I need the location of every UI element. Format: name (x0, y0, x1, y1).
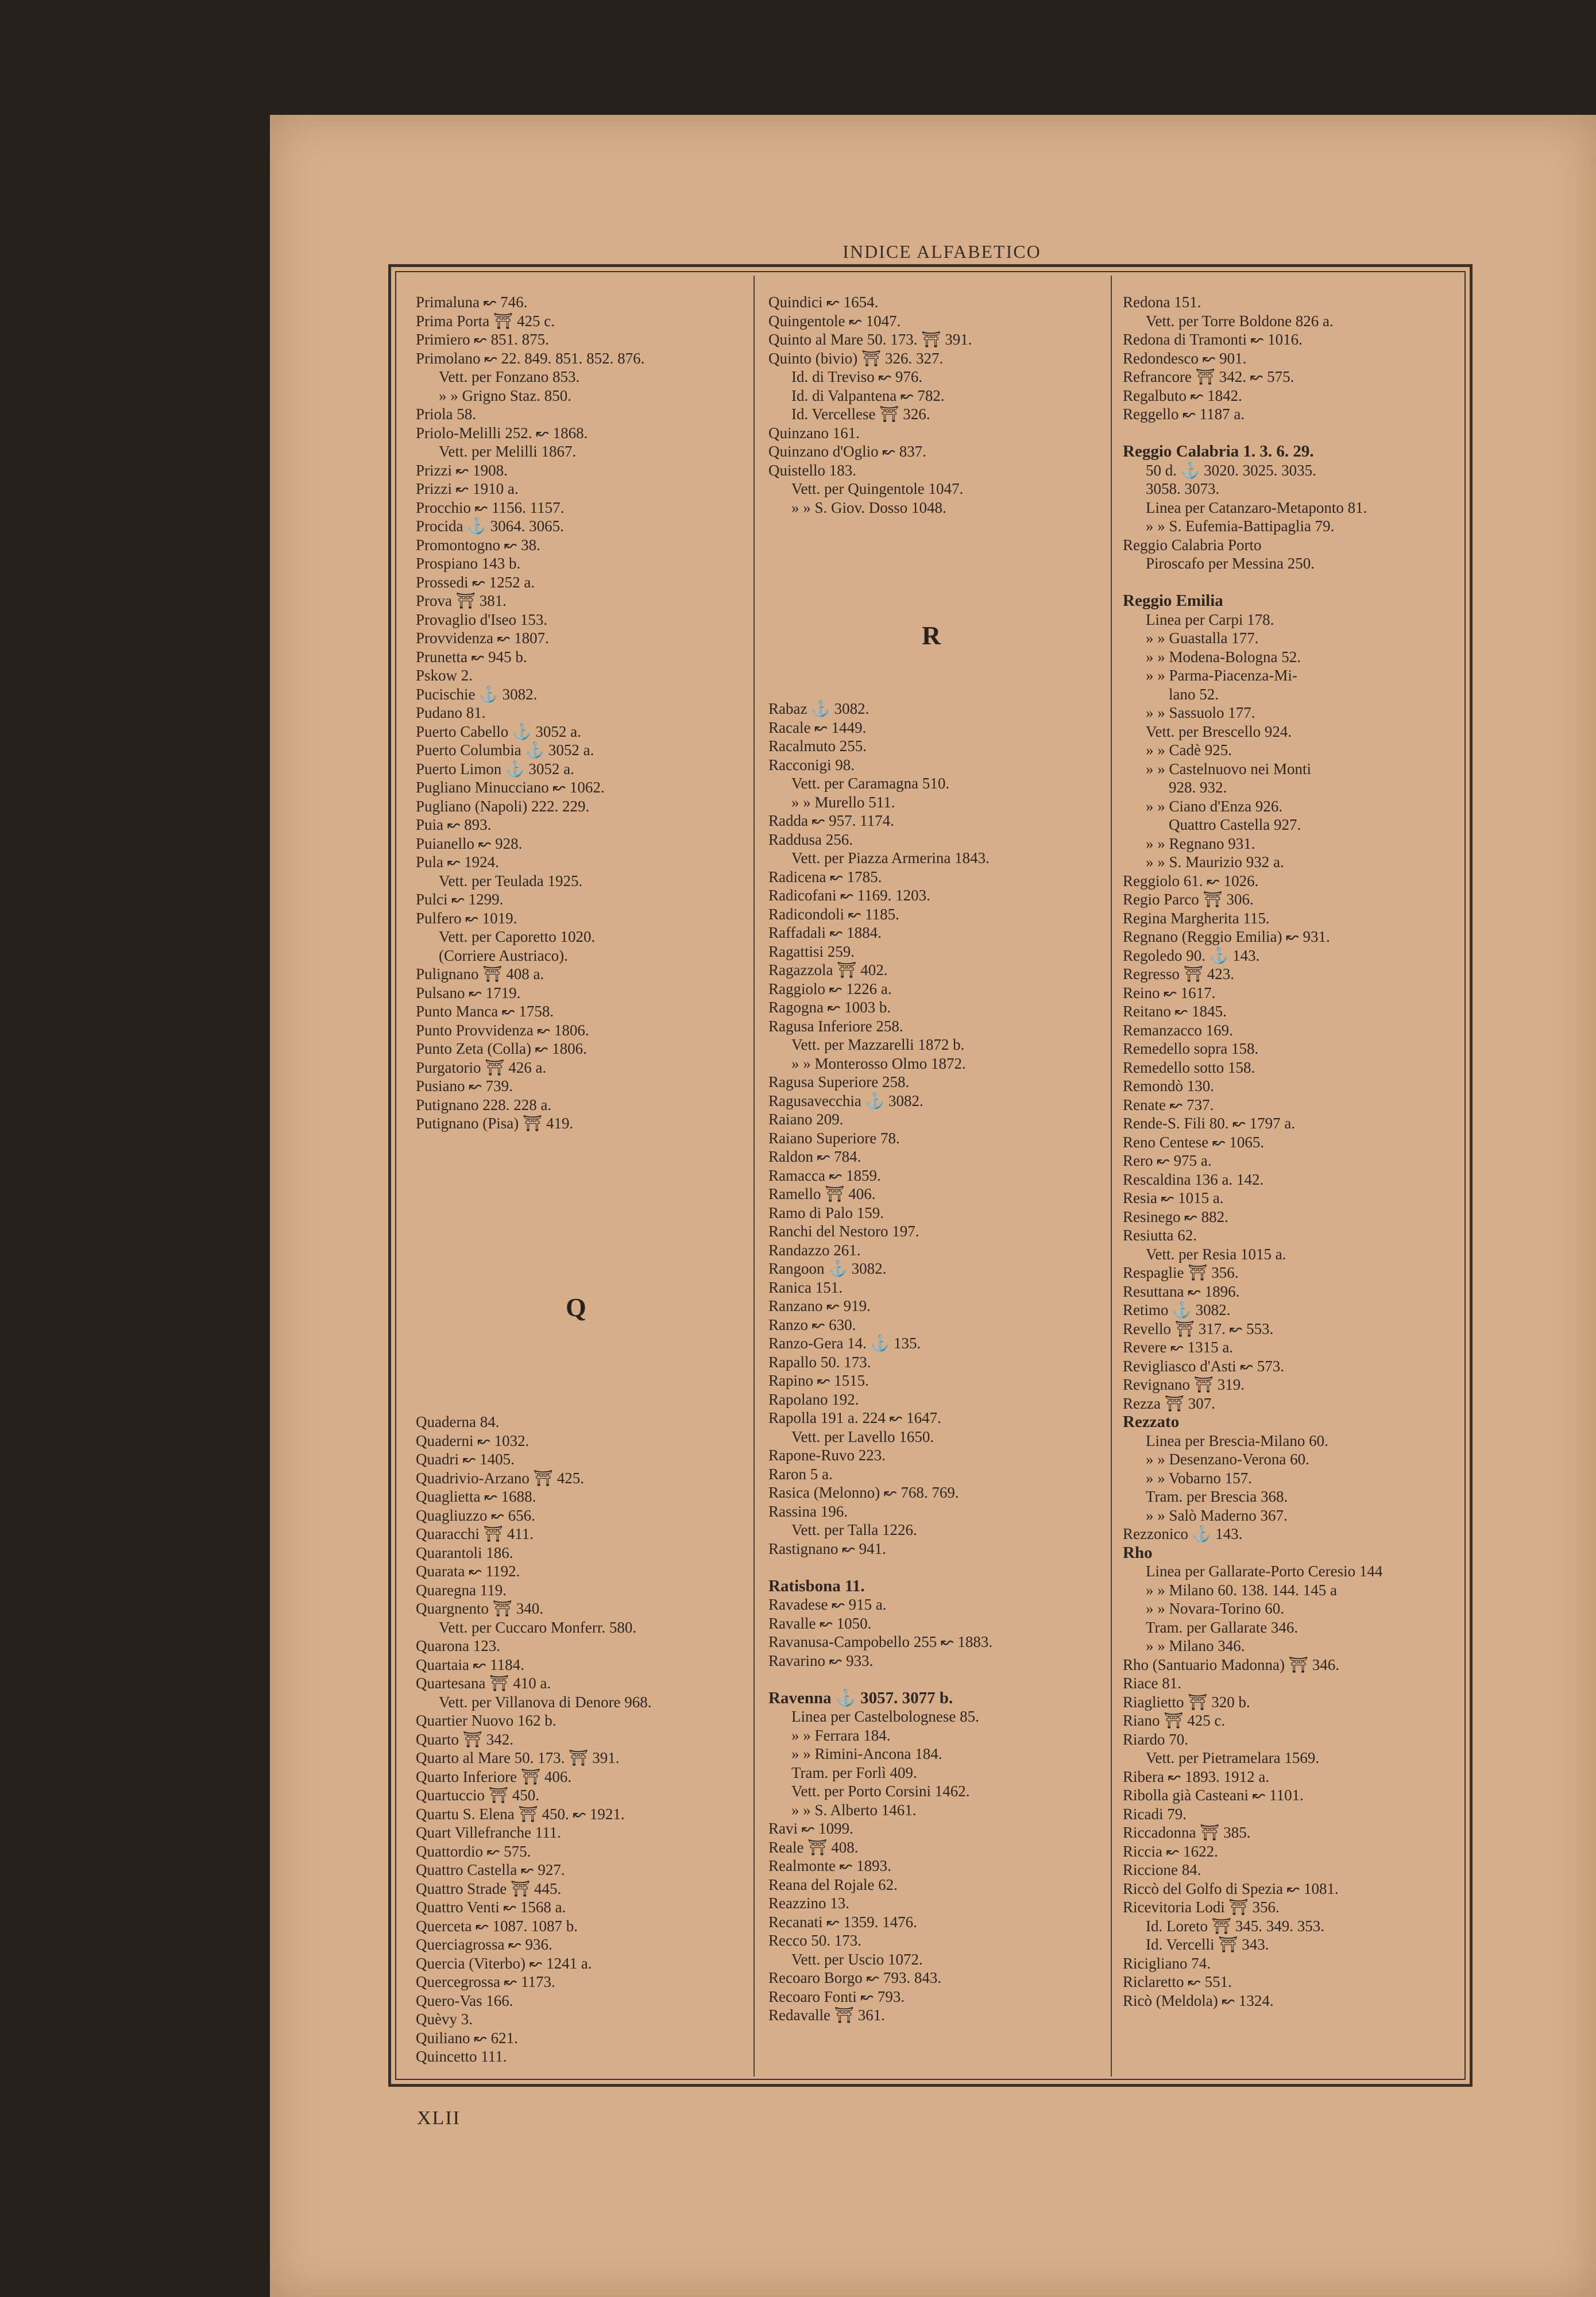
index-entry: » » Novara-Torino 60. (1146, 1600, 1285, 1617)
index-entry: Ramo di Palo 159. (768, 1204, 884, 1221)
index-entry: Pucischie ⚓ 3082. (416, 685, 538, 703)
index-entry: Ranica 151. (768, 1278, 843, 1296)
index-entry: Pula ↜ 1924. (416, 853, 499, 871)
index-entry: Quercia (Viterbo) ↜ 1241 a. (416, 1954, 592, 1972)
index-entry: Vett. per Caporetto 1020. (439, 928, 596, 945)
index-entry: Procida ⚓ 3064. 3065. (416, 517, 564, 535)
index-entry: Redona di Tramonti ↜ 1016. (1123, 331, 1303, 348)
index-entry: Quinzano d'Oglio ↜ 837. (768, 443, 926, 460)
index-entry: Rero ↜ 975 a. (1123, 1152, 1212, 1169)
index-entry: Quartesana ⛩ 410 a. (416, 1675, 551, 1692)
index-entry: Regina Margherita 115. (1123, 909, 1270, 927)
index-entry: Radicofani ↜ 1169. 1203. (768, 887, 930, 904)
index-entry: Raffadali ↜ 1884. (768, 924, 882, 941)
index-entry: Racale ↜ 1449. (768, 718, 867, 736)
index-entry: Querciagrossa ↜ 936. (416, 1936, 552, 1953)
index-entry: Retimo ⚓ 3082. (1123, 1301, 1231, 1318)
index-entry: 50 d. ⚓ 3020. 3025. 3035. (1146, 461, 1316, 479)
index-entry: Quaglietta ↜ 1688. (416, 1488, 536, 1505)
index-entry: Ravanusa-Campobello 255 ↜ 1883. (768, 1633, 993, 1650)
index-entry: Revigliasco d'Asti ↜ 573. (1123, 1357, 1284, 1375)
index-entry: Priola 58. (416, 405, 476, 423)
index-entry: Quinto (bivio) ⛩ 326. 327. (768, 349, 944, 367)
index-entry: Quart Villefranche 111. (416, 1824, 562, 1841)
index-entry: Rapolano 192. (768, 1390, 859, 1408)
index-entry: Linea per Catanzaro-Metaponto 81. (1146, 498, 1367, 516)
index-entry: Reggio Calabria 1. 3. 6. 29. (1123, 442, 1314, 461)
index-entry: Primiero ↜ 851. 875. (416, 331, 549, 348)
index-entry: Ramello ⛩ 406. (768, 1185, 876, 1202)
index-entry: Reino ↜ 1617. (1123, 984, 1216, 1001)
column-2-r-entries (768, 699, 1113, 2025)
index-entry: Rezzonico ⚓ 143. (1123, 1525, 1243, 1542)
index-entry: Redondesco ↜ 901. (1123, 349, 1247, 367)
index-entry: Radicondoli ↜ 1185. (768, 905, 899, 923)
index-entry: Riaglietto ⛩ 320 b. (1123, 1693, 1250, 1711)
index-entry: Id. Vercellese ⛩ 326. (791, 405, 930, 423)
index-entry: Puianello ↜ 928. (416, 834, 523, 852)
index-entry: Quadri ↜ 1405. (416, 1451, 515, 1468)
index-entry: Ragusavecchia ⚓ 3082. (768, 1092, 923, 1109)
index-entry: Id. Loreto ⛩ 345. 349. 353. (1146, 1917, 1324, 1935)
index-entry: Rassina 196. (768, 1502, 848, 1520)
index-entry: Reggio Emilia (1123, 591, 1223, 610)
index-entry: Regio Parco ⛩ 306. (1123, 891, 1254, 908)
index-entry: Pugliano (Napoli) 222. 229. (416, 797, 590, 815)
index-entry: Rabaz ⚓ 3082. (768, 700, 870, 717)
index-entry: Renate ↜ 737. (1123, 1096, 1214, 1113)
index-entry: Realmonte ↜ 1893. (768, 1857, 891, 1874)
index-entry: Ravalle ↜ 1050. (768, 1614, 872, 1632)
index-entry: Regresso ⛩ 423. (1123, 965, 1235, 983)
index-entry: Putignano (Pisa) ⛩ 419. (416, 1115, 574, 1132)
index-entry: Raiano Superiore 78. (768, 1129, 900, 1147)
index-entry: Rho (1123, 1543, 1153, 1562)
index-entry: Ribera ↜ 1893. 1912 a. (1123, 1768, 1270, 1785)
index-entry: Ravadese ↜ 915 a. (768, 1596, 887, 1613)
index-entry: » » S. Giov. Dosso 1048. (791, 498, 946, 516)
index-entry: 3058. 3073. (1146, 480, 1220, 497)
index-entry: » » Guastalla 177. (1146, 629, 1259, 647)
index-entry: Racalmuto 255. (768, 737, 867, 755)
index-entry: Pulci ↜ 1299. (416, 891, 504, 908)
index-entry: Racconigi 98. (768, 756, 855, 774)
index-entry: Reitano ↜ 1845. (1123, 1003, 1227, 1020)
index-entry: Procchio ↜ 1156. 1157. (416, 498, 565, 516)
index-entry: Puerto Limon ⚓ 3052 a. (416, 760, 574, 778)
index-entry: Quattro Castella ↜ 927. (416, 1861, 565, 1878)
index-entry: » » Parma-Piacenza-Mi- (1146, 667, 1297, 684)
index-entry: Vett. per Mazzarelli 1872 b. (791, 1036, 965, 1053)
index-entry: Vett. per Torre Boldone 826 a. (1146, 312, 1334, 330)
index-entry: Linea per Carpi 178. (1146, 610, 1274, 628)
index-entry: Rho (Santuario Madonna) ⛩ 346. (1123, 1656, 1339, 1673)
index-entry: Recoaro Fonti ↜ 793. (768, 1987, 905, 2005)
index-entry: Remedello sotto 158. (1123, 1058, 1255, 1076)
index-entry: Quadrivio-Arzano ⛩ 425. (416, 1469, 584, 1487)
index-entry: Querceta ↜ 1087. 1087 b. (416, 1917, 578, 1935)
index-entry: Revere ↜ 1315 a. (1123, 1339, 1234, 1356)
index-entry: Primolano ↜ 22. 849. 851. 852. 876. (416, 349, 645, 367)
index-entry: Ragusa Superiore 258. (768, 1073, 910, 1091)
index-entry: Punto Provvidenza ↜ 1806. (416, 1021, 589, 1039)
index-entry: Vett. per Resia 1015 a. (1146, 1245, 1286, 1263)
index-entry: Id. Vercelli ⛩ 343. (1146, 1936, 1269, 1953)
index-entry: Quero-Vas 166. (416, 1991, 513, 2009)
index-entry: Vett. per Lavello 1650. (791, 1428, 934, 1445)
index-entry (1123, 424, 1467, 443)
index-entry: Redavalle ⛩ 361. (768, 2006, 885, 2024)
index-entry: Quaregna 119. (416, 1581, 507, 1599)
index-entry: Quarto ⛩ 342. (416, 1730, 514, 1748)
index-entry: » » Desenzano-Verona 60. (1146, 1451, 1309, 1468)
index-entry: Ribolla già Casteani ↜ 1101. (1123, 1786, 1304, 1804)
index-entry: Riccione 84. (1123, 1861, 1201, 1878)
index-entry: Riardo 70. (1123, 1730, 1188, 1748)
index-entry: Refrancore ⛩ 342. ↜ 575. (1123, 368, 1294, 385)
index-entry: Ricigliano 74. (1123, 1954, 1211, 1972)
index-entry: Quartier Nuovo 162 b. (416, 1712, 557, 1729)
index-entry: Regnano (Reggio Emilia) ↜ 931. (1123, 928, 1330, 945)
index-entry: Ricevitoria Lodi ⛩ 356. (1123, 1898, 1280, 1916)
index-entry: Quarto Inferiore ⛩ 406. (416, 1768, 572, 1785)
index-entry: Prospiano 143 b. (416, 555, 521, 572)
index-entry (1123, 573, 1467, 592)
index-entry: Reggello ↜ 1187 a. (1123, 405, 1245, 423)
index-entry: Quattro Castella 927. (1169, 816, 1301, 833)
index-entry: Ranzo-Gera 14. ⚓ 135. (768, 1335, 921, 1352)
index-entry: » » Milano 60. 138. 144. 145 a (1146, 1581, 1337, 1599)
index-entry: Piroscafo per Messina 250. (1146, 555, 1315, 572)
index-entry: Regalbuto ↜ 1842. (1123, 386, 1242, 404)
index-entry: Reana del Rojale 62. (768, 1876, 898, 1893)
index-entry: Linea per Brescia-Milano 60. (1146, 1432, 1328, 1449)
index-entry: Pusiano ↜ 739. (416, 1077, 513, 1095)
index-entry: Ratisbona 11. (768, 1576, 865, 1595)
index-entry: Raldon ↜ 784. (768, 1148, 861, 1165)
index-entry: Quargnento ⛩ 340. (416, 1600, 543, 1617)
index-entry: » » Castelnuovo nei Monti (1146, 760, 1311, 778)
index-entry: Respaglie ⛩ 356. (1123, 1264, 1239, 1281)
index-entry: Raddusa 256. (768, 830, 853, 848)
index-entry: » » S. Alberto 1461. (791, 1801, 917, 1819)
index-entry: Pugliano Minucciano ↜ 1062. (416, 779, 605, 796)
index-entry: Pskow 2. (416, 667, 473, 684)
index-entry: Rasica (Melonno) ↜ 768. 769. (768, 1484, 959, 1501)
index-entry (768, 1670, 1113, 1689)
index-entry: Primaluna ↜ 746. (416, 293, 528, 311)
index-entry: » » Grigno Staz. 850. (439, 386, 571, 404)
index-entry: (Corriere Austriaco). (439, 946, 568, 964)
index-entry: Vett. per Cuccaro Monferr. 580. (439, 1618, 637, 1636)
index-entry: Punto Manca ↜ 1758. (416, 1003, 554, 1020)
index-entry: Quattro Venti ↜ 1568 a. (416, 1898, 566, 1916)
index-entry: Ranzano ↜ 919. (768, 1297, 871, 1314)
index-entry: Raiano 209. (768, 1111, 844, 1128)
index-entry: Rende-S. Fili 80. ↜ 1797 a. (1123, 1115, 1296, 1132)
index-entry: Prizzi ↜ 1910 a. (416, 480, 519, 497)
index-entry: Quinzano 161. (768, 424, 860, 442)
index-entry: Vett. per Fonzano 853. (439, 368, 580, 385)
index-entry: Priolo-Melilli 252. ↜ 1868. (416, 424, 588, 442)
index-entry: Prova ⛩ 381. (416, 592, 507, 609)
index-entry: » » S. Eufemia-Battipaglia 79. (1146, 517, 1335, 535)
index-entry: Riccadonna ⛩ 385. (1123, 1824, 1251, 1841)
index-entry: Randazzo 261. (768, 1241, 861, 1259)
index-entry: » » Vobarno 157. (1146, 1469, 1253, 1487)
index-entry: Revello ⛩ 317. ↜ 553. (1123, 1320, 1274, 1337)
page-header: INDICE ALFABETICO (843, 241, 1041, 262)
index-entry: Tram. per Brescia 368. (1146, 1488, 1288, 1505)
index-entry: Quattro Strade ⛩ 445. (416, 1880, 562, 1897)
column-1-p-entries (416, 293, 760, 1133)
index-entry: Vett. per Caramagna 510. (791, 775, 950, 792)
index-entry: Putignano 228. 228 a. (416, 1096, 552, 1113)
index-entry: Quagliuzzo ↜ 656. (416, 1506, 535, 1524)
index-entry: » » Murello 511. (791, 793, 895, 811)
index-entry: Pulfero ↜ 1019. (416, 909, 517, 927)
index-entry: Linea per Gallarate-Porto Ceresio 144 (1146, 1563, 1383, 1580)
index-entry: Quarto al Mare 50. 173. ⛩ 391. (416, 1749, 620, 1766)
index-entry: 928. 932. (1169, 779, 1227, 796)
index-entry: Riclaretto ↜ 551. (1123, 1973, 1232, 1990)
index-entry: » » Cadè 925. (1146, 741, 1232, 759)
index-entry: Rezza ⛩ 307. (1123, 1394, 1215, 1412)
index-entry: Prima Porta ⛩ 425 c. (416, 312, 555, 330)
index-entry: Raron 5 a. (768, 1465, 833, 1483)
index-entry: Tram. per Gallarate 346. (1146, 1618, 1299, 1636)
index-entry: Quarantoli 186. (416, 1544, 513, 1561)
index-entry: Reggiolo 61. ↜ 1026. (1123, 872, 1259, 890)
index-entry: Remanzacco 169. (1123, 1021, 1233, 1039)
index-entry: Quartaia ↜ 1184. (416, 1656, 524, 1673)
index-entry: Quiliano ↜ 621. (416, 2029, 518, 2047)
index-entry (768, 1558, 1113, 1577)
index-entry: Quercegrossa ↜ 1173. (416, 1973, 555, 1990)
index-entry: Vett. per Porto Corsini 1462. (791, 1782, 970, 1800)
index-entry: » » Sassuolo 177. (1146, 704, 1255, 721)
index-entry: » » Ferrara 184. (791, 1726, 891, 1744)
index-entry: Resiutta 62. (1123, 1227, 1197, 1244)
index-entry: Promontogno ↜ 38. (416, 536, 540, 554)
index-entry: Ragogna ↜ 1003 b. (768, 999, 891, 1016)
index-entry: Riano ⛩ 425 c. (1123, 1712, 1226, 1729)
index-entry: Quistello 183. (768, 461, 856, 479)
index-entry: Reazzino 13. (768, 1894, 849, 1912)
index-entry: Reale ⛩ 408. (768, 1838, 859, 1856)
index-entry: Ravenna ⚓ 3057. 3077 b. (768, 1688, 953, 1707)
index-entry: Tram. per Forlì 409. (791, 1764, 917, 1781)
index-entry: Ricò (Meldola) ↜ 1324. (1123, 1991, 1274, 2009)
index-entry: Resia ↜ 1015 a. (1123, 1189, 1224, 1206)
index-entry: » » Monterosso Olmo 1872. (791, 1054, 966, 1072)
index-entry: » » Ciano d'Enza 926. (1146, 797, 1283, 815)
index-entry: Quartu S. Elena ⛩ 450. ↜ 1921. (416, 1805, 625, 1823)
index-entry: Vett. per Pietramelara 1569. (1146, 1749, 1320, 1766)
index-entry: Ricadi 79. (1123, 1805, 1187, 1823)
index-entry: Remedello sopra 158. (1123, 1040, 1259, 1057)
index-entry: Vett. per Uscio 1072. (791, 1950, 923, 1968)
index-entry: Ragusa Inferiore 258. (768, 1017, 903, 1035)
index-entry: Recoaro Borgo ↜ 793. 843. (768, 1969, 942, 1986)
index-entry: Ravi ↜ 1099. (768, 1820, 853, 1837)
index-entry: Quincetto 111. (416, 2048, 507, 2065)
index-entry: Puerto Cabello ⚓ 3052 a. (416, 722, 581, 740)
index-entry: » » Modena-Bologna 52. (1146, 648, 1301, 666)
index-entry: Regoledo 90. ⚓ 143. (1123, 946, 1260, 964)
index-entry: Ragazzola ⛩ 402. (768, 961, 888, 979)
index-entry: Rangoon ⚓ 3082. (768, 1260, 887, 1277)
index-entry: Rezzato (1123, 1413, 1180, 1431)
index-entry: » » Rimini-Ancona 184. (791, 1745, 942, 1762)
index-entry: Radda ↜ 957. 1174. (768, 812, 894, 829)
index-entry: Pulsano ↜ 1719. (416, 984, 521, 1001)
index-entry: Id. di Treviso ↜ 976. (791, 368, 923, 385)
index-entry: Puia ↜ 893. (416, 816, 492, 833)
index-entry: Radicena ↜ 1785. (768, 868, 882, 885)
index-entry: Ranzo ↜ 630. (768, 1316, 856, 1333)
index-entry: Quartuccio ⛩ 450. (416, 1786, 539, 1804)
index-entry: Puerto Columbia ⚓ 3052 a. (416, 741, 594, 759)
index-entry: Rapolla 191 a. 224 ↜ 1647. (768, 1409, 941, 1426)
index-entry: Prunetta ↜ 945 b. (416, 648, 527, 666)
index-entry: Revignano ⛩ 319. (1123, 1376, 1245, 1393)
index-entry: Quaracchi ⛩ 411. (416, 1525, 534, 1542)
index-entry: Vett. per Villanova di Denore 968. (439, 1693, 652, 1711)
index-entry: Vett. per Talla 1226. (791, 1521, 917, 1538)
index-entry: Prizzi ↜ 1908. (416, 461, 508, 479)
index-entry: Rescaldina 136 a. 142. (1123, 1170, 1264, 1188)
index-entry: Quarona 123. (416, 1637, 500, 1654)
index-entry: Ramacca ↜ 1859. (768, 1166, 881, 1184)
index-entry: Ravarino ↜ 933. (768, 1652, 874, 1669)
index-entry: Quaderni ↜ 1032. (416, 1432, 530, 1449)
index-entry: Vett. per Quingentole 1047. (791, 480, 964, 497)
index-entry: » » Salò Maderno 367. (1146, 1506, 1288, 1524)
index-entry: Linea per Castelbolognese 85. (791, 1708, 979, 1725)
index-entry: Pulignano ⛩ 408 a. (416, 965, 544, 983)
index-entry: Vett. per Brescello 924. (1146, 722, 1292, 740)
index-entry: Resinego ↜ 882. (1123, 1208, 1228, 1225)
index-entry: Vett. per Melilli 1867. (439, 443, 577, 460)
page-number: XLII (417, 2107, 461, 2129)
index-entry: Ranchi del Nestoro 197. (768, 1223, 919, 1240)
index-entry: Redona 151. (1123, 293, 1201, 311)
index-entry: Rapino ↜ 1515. (768, 1372, 869, 1389)
index-entry: Provaglio d'Iseo 153. (416, 610, 548, 628)
index-entry: Quèvy 3. (416, 2010, 473, 2028)
column-2-q-entries (768, 293, 1113, 517)
index-entry: Ragattisi 259. (768, 942, 855, 960)
index-entry: Vett. per Teulada 1925. (439, 872, 583, 890)
index-entry: Quindici ↜ 1654. (768, 293, 879, 311)
index-entry: Prossedi ↜ 1252 a. (416, 573, 535, 591)
section-letter-q: Q (566, 1293, 586, 1322)
index-entry: Quarata ↜ 1192. (416, 1563, 520, 1580)
index-entry: Quattordio ↜ 575. (416, 1842, 531, 1860)
index-entry: » » Regnano 931. (1146, 834, 1255, 852)
index-entry: Rastignano ↜ 941. (768, 1540, 886, 1557)
index-entry: Riccia ↜ 1622. (1123, 1842, 1218, 1860)
index-entry: Riace 81. (1123, 1675, 1181, 1692)
index-entry: Remondò 130. (1123, 1077, 1214, 1095)
index-entry: Purgatorio ⛩ 426 a. (416, 1058, 547, 1076)
index-entry: Id. di Valpantena ↜ 782. (791, 386, 945, 404)
section-letter-r: R (922, 621, 941, 650)
column-3-r-entries (1123, 293, 1467, 2010)
index-entry: Raggiolo ↜ 1226 a. (768, 980, 892, 997)
index-entry: Pudano 81. (416, 704, 486, 721)
index-entry: Vett. per Piazza Armerina 1843. (791, 849, 990, 867)
index-entry: Quaderna 84. (416, 1413, 500, 1430)
index-entry: Provvidenza ↜ 1807. (416, 629, 549, 647)
index-entry: » » S. Maurizio 932 a. (1146, 853, 1284, 871)
index-entry: Rapone-Ruvo 223. (768, 1447, 886, 1464)
index-entry: Recco 50. 173. (768, 1932, 861, 1949)
index-entry: Reggio Calabria Porto (1123, 536, 1262, 554)
column-1-q-entries (416, 1413, 760, 2066)
index-entry: Riccò del Golfo di Spezia ↜ 1081. (1123, 1880, 1339, 1897)
index-entry: » » Milano 346. (1146, 1637, 1245, 1654)
index-entry: Reno Centese ↜ 1065. (1123, 1133, 1265, 1151)
index-entry: Rapallo 50. 173. (768, 1353, 871, 1371)
index-entry: Punto Zeta (Colla) ↜ 1806. (416, 1040, 587, 1057)
index-entry: Quinto al Mare 50. 173. ⛩ 391. (768, 331, 972, 348)
index-entry: Resuttana ↜ 1896. (1123, 1282, 1240, 1300)
index-entry: Recanati ↜ 1359. 1476. (768, 1913, 917, 1931)
index-entry: Quingentole ↜ 1047. (768, 312, 901, 330)
index-entry: lano 52. (1169, 685, 1219, 703)
